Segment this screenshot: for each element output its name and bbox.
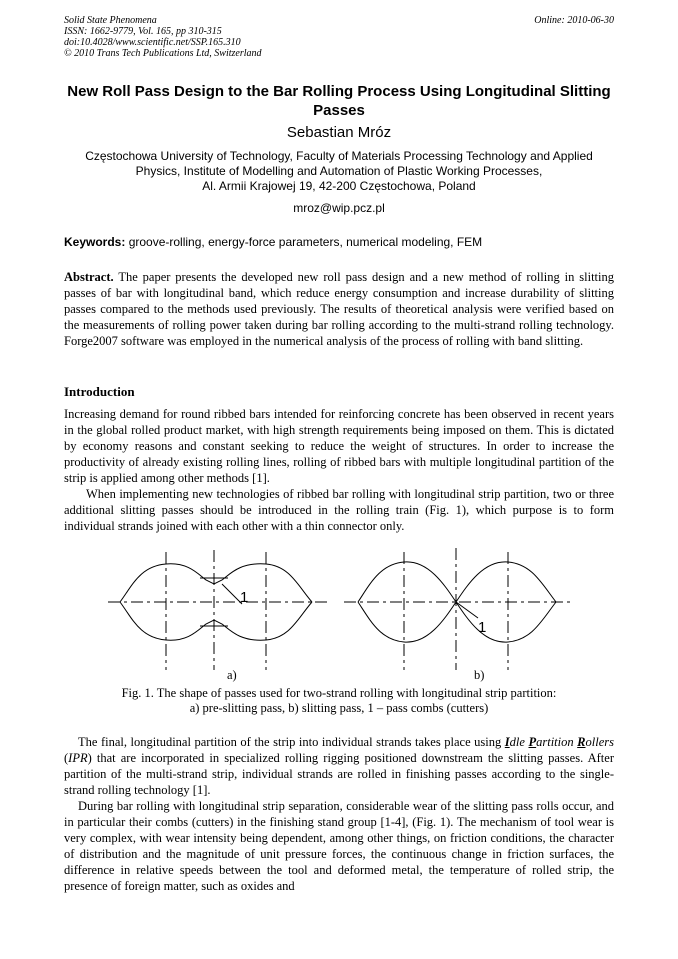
author-email: mroz@wip.pcz.pl [293, 201, 385, 215]
affiliation-line: Al. Armii Krajowej 19, 42-200 Częstochowa, Poland [202, 179, 476, 193]
text-run: ) that are incorporated in specialized rolling rigging positioned downstream the slitting passes. After partition of the multi-strand strip, individual strands are rolled in finishing passes according to the single-strand rolling technology [1]. [64, 751, 614, 797]
journal-header [64, 15, 262, 59]
paper-title: New Roll Pass Design to the Bar Rolling Process Using Longitudinal Slitting Passes [67, 83, 611, 119]
text-run: ( [64, 751, 69, 765]
keywords-label: Keywords: [64, 235, 126, 249]
emphasis-letter: P [528, 735, 537, 749]
caption-line: Fig. 1. The shape of passes used for two-strand rolling with longitudinal strip partition: [121, 686, 557, 700]
body-paragraph-3 [64, 734, 614, 798]
intro-paragraph-1: Increasing demand for round ribbed bars intended for reinforcing concrete has been observed in recent years in the global rolled product market, with high strength requirements being imposed on them. This is dictated by economy reasons and constant seeking to reduce the weight of structures. In order to increase the productivity of already existing rolling lines, rolling of ribbed bars with multiple longitudinal partition of the strip is applied among other methods [1]. [64, 407, 614, 485]
keywords [64, 235, 614, 250]
body-paragraph-4: During bar rolling with longitudinal strip separation, considerable wear of the slitting pass rolls occur, and in particular their combs (cutters) in the finishing stand group [1-4], (Fig. 1). The mechanism of tool wear is very complex, with wear intensity being dependent, among other things, on friction conditions, the character of distribution and the magnitude of unit pressure forces, the continuous change in friction surfaces, the difference in relative speeds between the tool and deformed metal, the temperature of rolled strip, the presence of foreign matter, such as oxides and [64, 799, 614, 893]
doi-line: doi:10.4028/www.scientific.net/SSP.165.310 [64, 37, 241, 48]
author-name: Sebastian Mróz [286, 124, 392, 141]
callout-line-a [222, 584, 242, 604]
journal-name: Solid State Phenomena [64, 15, 157, 26]
figure-1-pass-shapes [100, 544, 578, 679]
abstract-text: The paper presents the developed new roll pass design and a new method of rolling in slitting passes of bar with longitudinal band, which reduce energy consumption and increase durability of slitting passes compared to the methods used previously. The results of theoretical analysis were verified based on the measurements of rolling power taken during bar rolling according to the multi-strand rolling technology. Forge2007 software was employed in the numerical analysis of the process of rolling with band slitting. [64, 270, 614, 348]
emphasis-letter: R [577, 735, 586, 749]
emphasis-letter: I [504, 735, 510, 749]
pre-slitting-pass-drawing [108, 550, 330, 670]
online-date: Online: 2010-06-30 [534, 15, 614, 26]
copyright-line: © 2010 Trans Tech Publications Ltd, Switzerland [64, 48, 262, 59]
abstract [64, 269, 614, 349]
emphasis-text: ollers [585, 735, 614, 749]
intro-paragraph-2: When implementing new technologies of ribbed bar rolling with longitudinal strip partition, two or three additional slitting passes should be introduced in the rolling train (Fig. 1), which purpose is to form individual strands joined with each other with a thin connector only. [64, 487, 614, 533]
figure-caption [64, 686, 614, 716]
figure-marker-b: 1 [478, 619, 487, 636]
abstract-label: Abstract. [64, 270, 114, 284]
affiliation [64, 149, 614, 194]
slitting-pass-drawing [344, 548, 572, 670]
text-run: The final, longitudinal partition of the strip into individual strands takes place using [78, 735, 505, 749]
figure-label-b: b) [474, 668, 485, 682]
figure-label-a: a) [227, 668, 237, 682]
issn-line: ISSN: 1662-9779, Vol. 165, pp 310-315 [64, 26, 222, 37]
affiliation-line: Częstochowa University of Technology, Faculty of Materials Processing Technology and Applied [85, 149, 593, 163]
affiliation-line: Physics, Institute of Modelling and Automation of Plastic Working Processes, [135, 164, 543, 178]
figure-marker-a: 1 [240, 589, 249, 606]
abbreviation: IPR [68, 751, 88, 765]
caption-line: a) pre-slitting pass, b) slitting pass, 1 – pass combs (cutters) [189, 701, 489, 715]
section-heading-introduction: Introduction [64, 384, 135, 399]
emphasis-text: artition [536, 735, 578, 749]
callout-line-b [456, 602, 478, 618]
emphasis-text: dle [509, 735, 529, 749]
keywords-text: groove-rolling, energy-force parameters, numerical modeling, FEM [125, 235, 483, 249]
